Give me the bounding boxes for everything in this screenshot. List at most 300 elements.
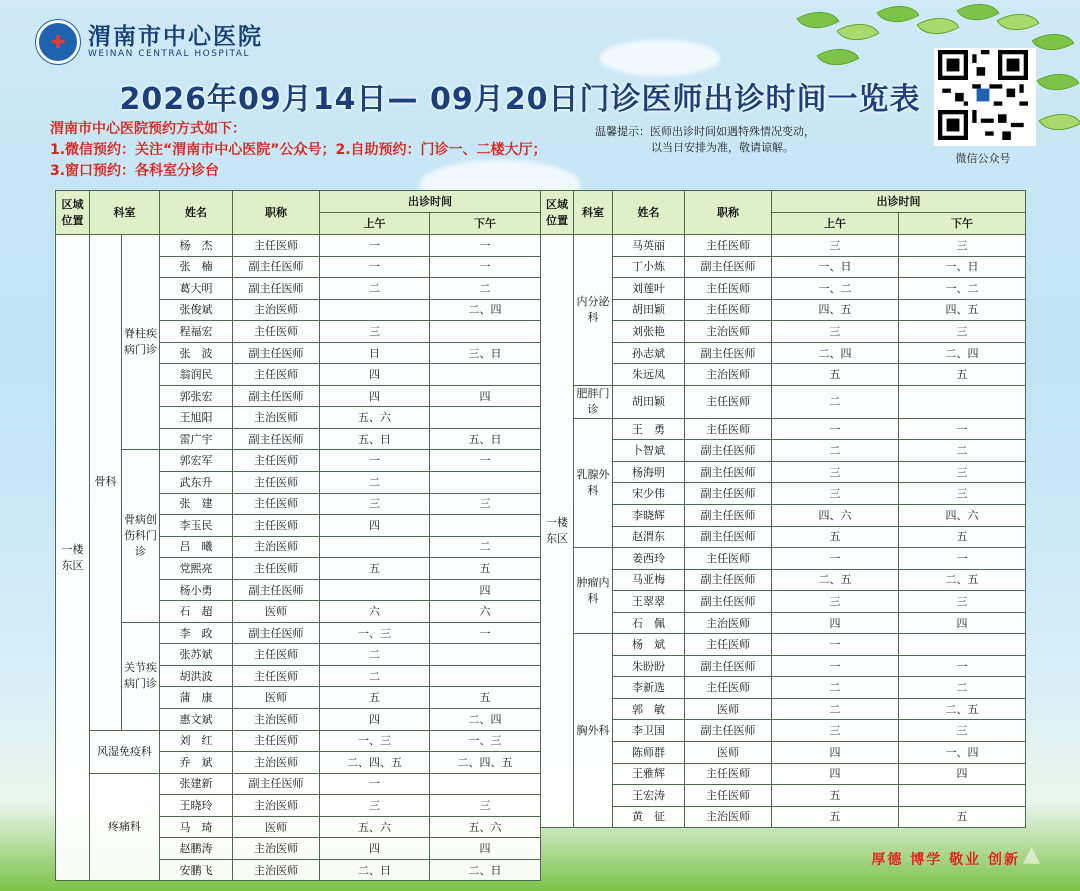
doctor-name: 李玉民: [160, 515, 233, 537]
doctor-title: 主治医师: [685, 364, 772, 386]
table-row: [541, 763, 1026, 785]
schedule-table-left: [55, 190, 541, 881]
pm-schedule: 五: [899, 526, 1026, 548]
table-row: [56, 730, 541, 752]
pm-schedule: 三、日: [430, 342, 541, 364]
am-schedule: 三: [772, 461, 899, 483]
page-title: 2026年09月14日— 09月20日门诊医师出诊时间一览表: [119, 82, 921, 117]
doctor-title: 副主任医师: [233, 773, 320, 795]
pm-schedule: 二、日: [430, 859, 541, 881]
pm-schedule: 二、四: [899, 342, 1026, 364]
doctor-title: 副主任医师: [685, 440, 772, 462]
pm-schedule: 三: [899, 720, 1026, 742]
doctor-title: 主任医师: [233, 321, 320, 343]
doctor-name: 孙志斌: [613, 342, 685, 364]
doctor-title: 副主任医师: [685, 505, 772, 527]
doctor-name: 胡田颖: [613, 385, 685, 418]
doctor-title: 副主任医师: [685, 483, 772, 505]
booking-heading: 渭南市中心医院预约方式如下：: [50, 121, 246, 137]
pm-schedule: 四、六: [899, 505, 1026, 527]
doctor-name: 朱盼盼: [613, 655, 685, 677]
hospital-name-cn: 渭南市中心医院: [88, 23, 263, 50]
am-schedule: 一: [320, 450, 430, 472]
pm-schedule: 四: [430, 838, 541, 860]
am-schedule: 五: [772, 364, 899, 386]
am-schedule: 一: [772, 655, 899, 677]
doctor-title: 医师: [233, 601, 320, 623]
pm-schedule: [430, 407, 541, 429]
pm-schedule: 三: [899, 321, 1026, 343]
doctor-name: 王旭阳: [160, 407, 233, 429]
table-row: [541, 548, 1026, 570]
table-row: [541, 461, 1026, 483]
am-schedule: 一: [320, 256, 430, 278]
doctor-name: 蒲 康: [160, 687, 233, 709]
table-row: [541, 440, 1026, 462]
pm-schedule: 一: [899, 655, 1026, 677]
qr-code-icon: [936, 50, 1030, 140]
doctor-title: 主治医师: [233, 859, 320, 881]
header-pm: 下午: [430, 213, 541, 235]
table-row: [56, 622, 541, 644]
doctor-name: 王雅辉: [613, 763, 685, 785]
pm-schedule: 五: [430, 687, 541, 709]
doctor-title: 主治医师: [685, 612, 772, 634]
tip-line: 以当日安排为准，敬请谅解。: [651, 141, 794, 154]
doctor-title: 主任医师: [685, 548, 772, 570]
doctor-title: 主任医师: [233, 515, 320, 537]
cloud-decoration: [600, 40, 720, 76]
table-row: [541, 278, 1026, 300]
doctor-title: 主任医师: [685, 385, 772, 418]
am-schedule: [320, 536, 430, 558]
table-row: [56, 450, 541, 472]
doctor-name: 马 琦: [160, 816, 233, 838]
pm-schedule: 五、六: [430, 816, 541, 838]
header-title: 职称: [233, 191, 320, 235]
pm-schedule: 一、三: [430, 730, 541, 752]
am-schedule: 一、二: [772, 278, 899, 300]
doctor-name: 李卫国: [613, 720, 685, 742]
am-schedule: 四: [320, 838, 430, 860]
doctor-title: 主治医师: [233, 709, 320, 731]
table-row: [541, 299, 1026, 321]
pm-schedule: 二、五: [899, 569, 1026, 591]
table-row: [541, 418, 1026, 440]
qr-caption: 微信公众号: [955, 152, 1011, 165]
am-schedule: 二: [320, 472, 430, 494]
pm-schedule: 一: [430, 235, 541, 257]
am-schedule: 五、六: [320, 407, 430, 429]
pm-schedule: 二、四: [430, 709, 541, 731]
doctor-title: 医师: [685, 698, 772, 720]
doctor-title: 主任医师: [685, 677, 772, 699]
pm-schedule: 三: [430, 493, 541, 515]
doctor-title: 主任医师: [685, 235, 772, 257]
doctor-name: 石 佩: [613, 612, 685, 634]
doctor-title: 主任医师: [685, 278, 772, 300]
header-name: 姓名: [160, 191, 233, 235]
am-schedule: 二、四、五: [320, 752, 430, 774]
table-row: [56, 773, 541, 795]
pm-schedule: 二、五: [899, 698, 1026, 720]
am-schedule: 二、五: [772, 569, 899, 591]
booking-info: [50, 119, 547, 182]
doctor-name: 姜西玲: [613, 548, 685, 570]
pm-schedule: 一、四: [899, 742, 1026, 764]
am-schedule: 四: [772, 742, 899, 764]
doctor-title: 副主任医师: [233, 622, 320, 644]
department-cell: 肥胖门诊: [574, 385, 613, 418]
am-schedule: 三: [772, 483, 899, 505]
pm-schedule: [430, 773, 541, 795]
doctor-name: 刘莲叶: [613, 278, 685, 300]
booking-line: 1.微信预约：关注“渭南市中心医院”公众号；2.自助预约：门诊一、二楼大厅；: [50, 142, 547, 158]
doctor-name: 程福宏: [160, 321, 233, 343]
am-schedule: 三: [320, 493, 430, 515]
am-schedule: 三: [772, 235, 899, 257]
am-schedule: 三: [320, 795, 430, 817]
doctor-name: 丁小炼: [613, 256, 685, 278]
doctor-name: 翁润民: [160, 364, 233, 386]
doctor-name: 惠文斌: [160, 709, 233, 731]
doctor-name: 王宏涛: [613, 785, 685, 807]
doctor-title: 主任医师: [233, 364, 320, 386]
table-row: [541, 785, 1026, 807]
doctor-title: 副主任医师: [233, 342, 320, 364]
pm-schedule: 二、四: [430, 299, 541, 321]
am-schedule: 四、五: [772, 299, 899, 321]
doctor-name: 郭 敏: [613, 698, 685, 720]
pm-schedule: 一: [430, 622, 541, 644]
doctor-name: 胡田颖: [613, 299, 685, 321]
pm-schedule: [430, 364, 541, 386]
am-schedule: 三: [772, 321, 899, 343]
doctor-name: 杨 杰: [160, 235, 233, 257]
am-schedule: 一: [772, 548, 899, 570]
doctor-name: 王翠翠: [613, 591, 685, 613]
header-pm: 下午: [899, 213, 1026, 235]
doctor-name: 马亚梅: [613, 569, 685, 591]
header-dept: 科室: [574, 191, 613, 235]
doctor-name: 杨小勇: [160, 579, 233, 601]
table-row: [541, 342, 1026, 364]
pm-schedule: [430, 472, 541, 494]
doctor-title: 主治医师: [233, 795, 320, 817]
am-schedule: 二、日: [320, 859, 430, 881]
booking-line: 3.窗口预约：各科室分诊台: [50, 163, 220, 179]
pm-schedule: [899, 785, 1026, 807]
department-cell: 骨科: [90, 235, 122, 731]
am-schedule: 四: [320, 515, 430, 537]
doctor-name: 李新选: [613, 677, 685, 699]
doctor-name: 葛大明: [160, 278, 233, 300]
doctor-name: 李 政: [160, 622, 233, 644]
am-schedule: 一、日: [772, 256, 899, 278]
pm-schedule: 一: [899, 548, 1026, 570]
table-row: [541, 742, 1026, 764]
pm-schedule: 二、四、五: [430, 752, 541, 774]
table-row: [541, 385, 1026, 418]
am-schedule: 二: [772, 698, 899, 720]
pm-schedule: 二: [899, 440, 1026, 462]
doctor-title: 主任医师: [685, 763, 772, 785]
doctor-title: 主治医师: [233, 536, 320, 558]
schedule-table-right: [540, 190, 1026, 828]
am-schedule: 二、四: [772, 342, 899, 364]
pm-schedule: 四: [899, 763, 1026, 785]
subdepartment-cell: 关节疾病门诊: [122, 622, 160, 730]
header-name: 姓名: [613, 191, 685, 235]
pm-schedule: 一: [899, 418, 1026, 440]
table-row: [541, 634, 1026, 656]
doctor-name: 张俊斌: [160, 299, 233, 321]
doctor-name: 张 波: [160, 342, 233, 364]
tip-line: 温馨提示：医师出诊时间如遇特殊情况变动，: [595, 125, 815, 138]
doctor-title: 副主任医师: [233, 428, 320, 450]
am-schedule: 一、三: [320, 622, 430, 644]
doctor-name: 张苏斌: [160, 644, 233, 666]
pm-schedule: 四: [899, 612, 1026, 634]
doctor-title: 主任医师: [233, 450, 320, 472]
am-schedule: 四: [320, 709, 430, 731]
department-cell: 胸外科: [574, 634, 613, 828]
am-schedule: 三: [320, 321, 430, 343]
doctor-title: 主任医师: [685, 785, 772, 807]
pm-schedule: [430, 665, 541, 687]
doctor-name: 张 楠: [160, 256, 233, 278]
am-schedule: 二: [320, 665, 430, 687]
doctor-title: 副主任医师: [685, 342, 772, 364]
doctor-title: 医师: [233, 816, 320, 838]
hospital-slogan: 厚德 博学 敬业 创新: [871, 852, 1020, 868]
am-schedule: [320, 579, 430, 601]
pm-schedule: [430, 515, 541, 537]
header-time: 出诊时间: [320, 191, 541, 213]
pm-schedule: 四、五: [899, 299, 1026, 321]
doctor-name: 朱远凤: [613, 364, 685, 386]
doctor-name: 安鹏飞: [160, 859, 233, 881]
am-schedule: [320, 299, 430, 321]
doctor-name: 王晓玲: [160, 795, 233, 817]
am-schedule: 四: [320, 385, 430, 407]
pm-schedule: 五、日: [430, 428, 541, 450]
header-time: 出诊时间: [772, 191, 1026, 213]
doctor-name: 雷广宇: [160, 428, 233, 450]
doctor-name: 郭张宏: [160, 385, 233, 407]
table-row: [541, 720, 1026, 742]
am-schedule: 五: [320, 687, 430, 709]
doctor-name: 武东升: [160, 472, 233, 494]
pm-schedule: 六: [430, 601, 541, 623]
pm-schedule: 一、日: [899, 256, 1026, 278]
pm-schedule: 三: [430, 795, 541, 817]
pm-schedule: 二: [899, 677, 1026, 699]
am-schedule: 三: [772, 591, 899, 613]
pm-schedule: 一: [430, 256, 541, 278]
doctor-name: 乔 斌: [160, 752, 233, 774]
am-schedule: 四: [772, 763, 899, 785]
doctor-title: 主任医师: [233, 235, 320, 257]
pm-schedule: [899, 385, 1026, 418]
department-cell: 肿瘤内科: [574, 548, 613, 634]
doctor-name: 卜智斌: [613, 440, 685, 462]
am-schedule: 五: [772, 526, 899, 548]
doctor-name: 马英丽: [613, 235, 685, 257]
hospital-logo: [36, 20, 263, 64]
am-schedule: 二: [320, 644, 430, 666]
am-schedule: 二: [772, 677, 899, 699]
table-row: [541, 806, 1026, 828]
table-row: [541, 526, 1026, 548]
table-row: [541, 655, 1026, 677]
table-row: [541, 677, 1026, 699]
doctor-title: 主任医师: [685, 634, 772, 656]
table-row: [541, 698, 1026, 720]
doctor-title: 主治医师: [233, 838, 320, 860]
doctor-title: 医师: [685, 742, 772, 764]
doctor-name: 张建新: [160, 773, 233, 795]
pm-schedule: 一: [430, 450, 541, 472]
doctor-name: 石 超: [160, 601, 233, 623]
subdepartment-cell: 脊柱疾病门诊: [122, 235, 160, 450]
table-row: [541, 321, 1026, 343]
header-am: 上午: [320, 213, 430, 235]
doctor-title: 副主任医师: [685, 591, 772, 613]
am-schedule: 四: [772, 612, 899, 634]
doctor-title: 主治医师: [233, 752, 320, 774]
doctor-title: 副主任医师: [685, 655, 772, 677]
am-schedule: 五: [320, 558, 430, 580]
department-cell: 风湿免疫科: [90, 730, 160, 773]
subdepartment-cell: 骨病创伤科门诊: [122, 450, 160, 622]
pm-schedule: 四: [430, 385, 541, 407]
table-row: [541, 612, 1026, 634]
pm-schedule: 二: [430, 278, 541, 300]
table-row: [541, 505, 1026, 527]
doctor-name: 陈师群: [613, 742, 685, 764]
department-cell: 疼痛科: [90, 773, 160, 881]
doctor-title: 副主任医师: [233, 579, 320, 601]
doctor-name: 杨 斌: [613, 634, 685, 656]
doctor-name: 黄 征: [613, 806, 685, 828]
pm-schedule: [899, 634, 1026, 656]
table-row: [56, 235, 541, 257]
doctor-name: 赵鹏涛: [160, 838, 233, 860]
pm-schedule: [430, 644, 541, 666]
doctor-name: 郭宏军: [160, 450, 233, 472]
doctor-name: 杨海明: [613, 461, 685, 483]
header-am: 上午: [772, 213, 899, 235]
doctor-name: 赵渭东: [613, 526, 685, 548]
header-area: 区域位置: [541, 191, 574, 235]
doctor-name: 胡洪波: [160, 665, 233, 687]
doctor-title: 主治医师: [233, 299, 320, 321]
pm-schedule: 二: [430, 536, 541, 558]
doctor-title: 副主任医师: [233, 256, 320, 278]
doctor-title: 主任医师: [233, 644, 320, 666]
pm-schedule: 三: [899, 235, 1026, 257]
pm-schedule: 四: [430, 579, 541, 601]
department-cell: 内分泌科: [574, 235, 613, 386]
area-cell: 一楼东区: [56, 235, 90, 881]
am-schedule: 一、三: [320, 730, 430, 752]
pm-schedule: 五: [430, 558, 541, 580]
doctor-title: 主治医师: [685, 806, 772, 828]
table-row: [541, 364, 1026, 386]
doctor-title: 主治医师: [685, 321, 772, 343]
pm-schedule: 五: [899, 806, 1026, 828]
hospital-emblem-icon: ✚: [36, 20, 80, 64]
doctor-name: 党熙亮: [160, 558, 233, 580]
pm-schedule: [430, 321, 541, 343]
am-schedule: 一: [320, 773, 430, 795]
doctor-title: 主治医师: [233, 407, 320, 429]
doctor-name: 吕 曦: [160, 536, 233, 558]
am-schedule: 五: [772, 785, 899, 807]
doctor-title: 主任医师: [233, 730, 320, 752]
am-schedule: 二: [772, 385, 899, 418]
pm-schedule: 三: [899, 483, 1026, 505]
doctor-name: 张 建: [160, 493, 233, 515]
table-row: [541, 591, 1026, 613]
watermark: ▲: [1023, 842, 1042, 867]
doctor-title: 主任医师: [685, 299, 772, 321]
doctor-title: 主任医师: [233, 558, 320, 580]
doctor-title: 副主任医师: [685, 720, 772, 742]
notice-tip: [595, 124, 815, 156]
am-schedule: 一: [772, 634, 899, 656]
am-schedule: 四: [320, 364, 430, 386]
table-row: [541, 256, 1026, 278]
header-title: 职称: [685, 191, 772, 235]
am-schedule: 三: [772, 720, 899, 742]
doctor-name: 宋少伟: [613, 483, 685, 505]
am-schedule: 二: [320, 278, 430, 300]
doctor-title: 副主任医师: [233, 278, 320, 300]
doctor-title: 主任医师: [685, 418, 772, 440]
header-dept: 科室: [90, 191, 160, 235]
doctor-title: 副主任医师: [685, 569, 772, 591]
header-area: 区域位置: [56, 191, 90, 235]
am-schedule: 五: [772, 806, 899, 828]
am-schedule: 五、日: [320, 428, 430, 450]
department-cell: 乳腺外科: [574, 418, 613, 547]
table-row: [541, 483, 1026, 505]
doctor-title: 副主任医师: [685, 256, 772, 278]
doctor-title: 主任医师: [233, 665, 320, 687]
doctor-title: 副主任医师: [685, 461, 772, 483]
hospital-name-en: WEINAN CENTRAL HOSPITAL: [88, 49, 250, 59]
am-schedule: 一: [772, 418, 899, 440]
doctor-name: 刘张艳: [613, 321, 685, 343]
doctor-name: 王 勇: [613, 418, 685, 440]
doctor-title: 主任医师: [233, 472, 320, 494]
pm-schedule: 一、二: [899, 278, 1026, 300]
am-schedule: 二: [772, 440, 899, 462]
am-schedule: 一: [320, 235, 430, 257]
am-schedule: 六: [320, 601, 430, 623]
doctor-title: 副主任医师: [233, 385, 320, 407]
am-schedule: 五、六: [320, 816, 430, 838]
table-row: [541, 569, 1026, 591]
table-row: [541, 235, 1026, 257]
pm-schedule: 三: [899, 461, 1026, 483]
area-cell: 一楼东区: [541, 235, 574, 828]
pm-schedule: 五: [899, 364, 1026, 386]
doctor-title: 副主任医师: [685, 526, 772, 548]
doctor-name: 刘 红: [160, 730, 233, 752]
